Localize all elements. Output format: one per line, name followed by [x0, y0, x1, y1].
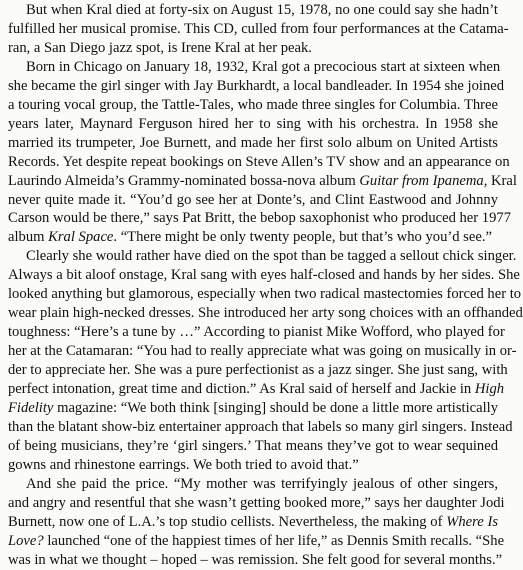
text-line: Carson would be there,” says Pat Britt, the bebop saxophonist who produced her 1977: [8, 210, 511, 227]
text-line: [8, 532, 505, 551]
text-line: than the blatant show-biz entertainer approach that labels so many girl singers. Instead: [8, 418, 513, 435]
text-run: magazine: “We both think [singing] should be done a little more artistically: [53, 400, 498, 417]
text-line: gowns and rhinestone earrings. We both tried to avoid that.”: [8, 456, 359, 473]
magazine-title: Fidelity: [8, 400, 54, 417]
text-line: years later, Maynard Ferguson hired her to sing with his orchestra. In 1958 she: [8, 115, 498, 132]
text-run: perfect intonation, great time and diction.” As Kral said of herself and Jackie in: [8, 381, 475, 398]
text-run: launched “one of the happiest times of her life,” as Dennis Smith recalls. “She: [43, 532, 505, 549]
text-line: her at the Catamaran: “You had to really appreciate what was going on musically in or-: [8, 343, 517, 360]
text-line: [8, 513, 498, 532]
album-title: Guitar from Ipanema: [359, 172, 484, 189]
text-line: Clearly she would rather have died on the spot than be tagged a sellout chick singer.: [26, 248, 517, 265]
text-line: Born in Chicago on January 18, 1932, Kral got a precocious start at sixteen when: [26, 58, 501, 75]
text-line: a touring vocal group, the Tattle-Tales, who made three singles for Columbia. Three: [8, 96, 498, 113]
magazine-title: High: [474, 381, 505, 398]
text-line: [8, 380, 505, 399]
text-line: And she paid the price. “My mother was terrifyingly jealous of other singers,: [26, 475, 498, 492]
text-line: looked anything but glamorous, especially when two radical mastectomies forced her to: [8, 286, 522, 303]
text-run: Burnett, now one of L.A.’s top studio cellists. Nevertheless, the making of: [8, 513, 447, 530]
text-line: ran, a San Diego jazz spot, is Irene Kral at her peak.: [8, 39, 312, 56]
text-line: Always a bit aloof onstage, Kral sang with eyes half-closed and hands by her sides. She: [8, 267, 520, 284]
text-run: . “There might be only twenty people, but that’s who you’d see.”: [113, 229, 492, 246]
text-line: [8, 228, 498, 247]
text-line: was in what we thought – hoped – was remission. She felt good for several months.”: [8, 551, 503, 568]
text-line: wear plain high-necked dresses. She introduced her arty song choices with an offhanded: [8, 305, 523, 322]
text-line: never quite made it. “You’d go see her at Donte’s, and Clint Eastwood and Johnny: [8, 191, 498, 208]
album-title: Kral Space: [48, 229, 114, 246]
album-title: Love?: [8, 532, 44, 549]
text-line: [8, 172, 517, 191]
text-line: toughness: “Here’s a tune by …” According to pianist Mike Wofford, who played for: [8, 324, 505, 341]
text-run: Laurindo Almeida’s Grammy-nominated bossa-nova album: [8, 172, 360, 189]
album-title: Where Is: [446, 513, 498, 530]
text-line: of being musicians, they’re ‘girl singers.’ That means they’ve got to wear sequined: [8, 437, 498, 454]
text-line: der to appreciate her. She was a pure perfectionist as a jazz singer. She just sang, with: [8, 362, 508, 379]
text-line: and angry and resentful that she wasn’t getting booked more,” says her daughter Jodi: [8, 494, 505, 511]
text-line: she became the girl singer with Jay Burkhardt, a local bandleader. In 1954 she joined: [8, 77, 505, 94]
text-line: Records. Yet despite repeat bookings on Steve Allen’s TV show and an appearance on: [8, 153, 510, 170]
text-line: [8, 399, 498, 418]
text-run: album: [8, 229, 49, 246]
text-run: , Kral: [483, 172, 517, 189]
text-line: fulfilled her musical promise. This CD, culled from four performances at the Catama-: [8, 20, 509, 37]
text-line: married its trumpeter, Joe Burnett, and made her first solo album on United Artists: [8, 134, 498, 151]
text-line: But when Kral died at forty-six on August 15, 1978, no one could say she hadn’t: [26, 2, 498, 18]
